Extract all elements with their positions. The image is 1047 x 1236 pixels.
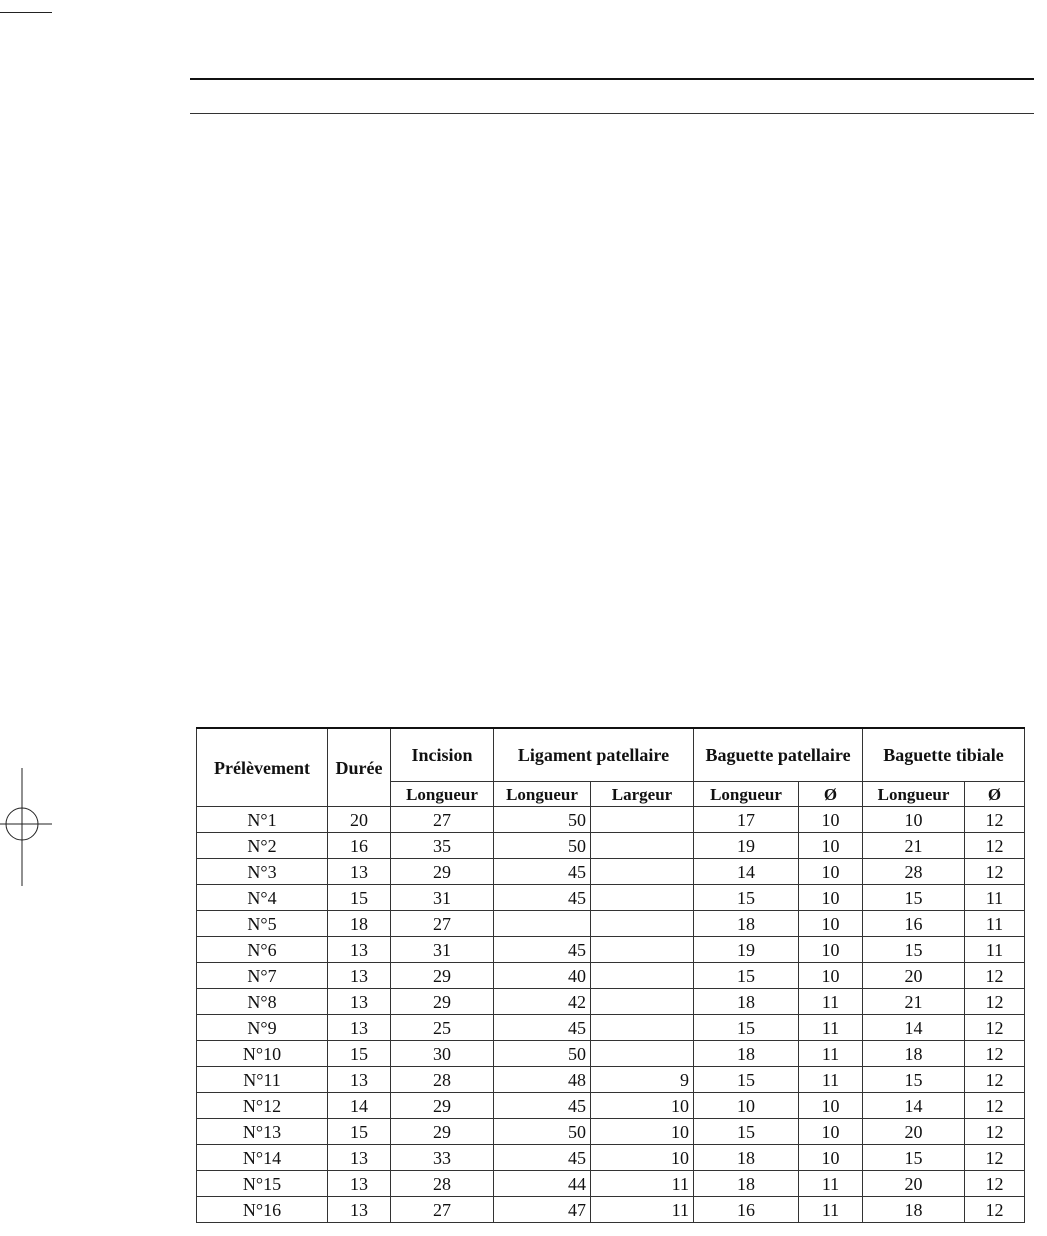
cell-incision-longueur: 29 (391, 963, 494, 989)
table-body (197, 807, 1025, 1223)
cell-bt-longueur: 15 (863, 937, 965, 963)
table-row (197, 885, 1025, 911)
cell-ligament-longueur: 44 (494, 1171, 591, 1197)
table-row (197, 1067, 1025, 1093)
header-duree: Durée (328, 728, 391, 807)
cell-prelevement: N°4 (197, 885, 328, 911)
cell-bp-diametre: 10 (799, 807, 863, 833)
cell-bp-diametre: 10 (799, 1093, 863, 1119)
cell-ligament-largeur (591, 1041, 694, 1067)
cell-bt-longueur: 21 (863, 833, 965, 859)
cell-incision-longueur: 28 (391, 1171, 494, 1197)
cell-bt-diametre: 12 (965, 807, 1025, 833)
header-baguette-patellaire: Baguette patellaire (694, 728, 863, 782)
cell-duree: 13 (328, 1015, 391, 1041)
cell-ligament-largeur (591, 1015, 694, 1041)
cell-bp-diametre: 10 (799, 885, 863, 911)
cell-bt-diametre: 12 (965, 963, 1025, 989)
cell-prelevement: N°15 (197, 1171, 328, 1197)
cell-duree: 13 (328, 859, 391, 885)
cell-ligament-largeur (591, 833, 694, 859)
cell-bp-longueur: 16 (694, 1197, 799, 1223)
cell-ligament-longueur: 45 (494, 1015, 591, 1041)
cell-bp-diametre: 11 (799, 1197, 863, 1223)
cell-ligament-largeur (591, 911, 694, 937)
cell-incision-longueur: 33 (391, 1145, 494, 1171)
header-prelevement: Prélèvement (197, 728, 328, 807)
cell-bp-longueur: 15 (694, 1015, 799, 1041)
cell-bp-diametre: 10 (799, 963, 863, 989)
cell-bp-longueur: 15 (694, 963, 799, 989)
cell-prelevement: N°9 (197, 1015, 328, 1041)
cell-incision-longueur: 29 (391, 859, 494, 885)
cell-bp-longueur: 18 (694, 989, 799, 1015)
header-ligament-patellaire: Ligament patellaire (494, 728, 694, 782)
cell-ligament-longueur (494, 911, 591, 937)
cell-duree: 15 (328, 885, 391, 911)
header-incision: Incision (391, 728, 494, 782)
registration-mark (0, 768, 52, 886)
table-row (197, 1145, 1025, 1171)
cell-duree: 13 (328, 1171, 391, 1197)
cell-ligament-longueur: 45 (494, 885, 591, 911)
cell-bt-longueur: 20 (863, 1171, 965, 1197)
cell-duree: 18 (328, 911, 391, 937)
cell-ligament-longueur: 50 (494, 833, 591, 859)
cell-ligament-longueur: 40 (494, 963, 591, 989)
cell-ligament-longueur: 45 (494, 1145, 591, 1171)
cell-ligament-largeur: 11 (591, 1197, 694, 1223)
cell-bt-longueur: 21 (863, 989, 965, 1015)
table-row (197, 989, 1025, 1015)
cell-bt-longueur: 15 (863, 1145, 965, 1171)
cell-incision-longueur: 35 (391, 833, 494, 859)
cell-bt-diametre: 11 (965, 937, 1025, 963)
cell-bt-diametre: 12 (965, 1145, 1025, 1171)
cell-prelevement: N°12 (197, 1093, 328, 1119)
header-baguette-tibiale: Baguette tibiale (863, 728, 1025, 782)
cell-ligament-longueur: 50 (494, 807, 591, 833)
cell-incision-longueur: 29 (391, 1119, 494, 1145)
cell-bp-diametre: 10 (799, 937, 863, 963)
table-row (197, 963, 1025, 989)
cell-bt-longueur: 15 (863, 885, 965, 911)
cell-ligament-longueur: 47 (494, 1197, 591, 1223)
cell-duree: 13 (328, 963, 391, 989)
measurements-table (196, 727, 1025, 1223)
cell-duree: 13 (328, 937, 391, 963)
cell-bt-longueur: 14 (863, 1093, 965, 1119)
cell-incision-longueur: 31 (391, 885, 494, 911)
table-row (197, 833, 1025, 859)
cell-bt-diametre: 12 (965, 1067, 1025, 1093)
cell-incision-longueur: 27 (391, 1197, 494, 1223)
cell-bp-diametre: 11 (799, 1067, 863, 1093)
cell-ligament-largeur: 9 (591, 1067, 694, 1093)
cell-prelevement: N°6 (197, 937, 328, 963)
cell-bp-diametre: 11 (799, 989, 863, 1015)
cell-ligament-longueur: 42 (494, 989, 591, 1015)
cell-bp-longueur: 14 (694, 859, 799, 885)
cell-prelevement: N°8 (197, 989, 328, 1015)
cell-ligament-largeur (591, 885, 694, 911)
cell-duree: 15 (328, 1041, 391, 1067)
cell-bt-diametre: 12 (965, 833, 1025, 859)
cell-bp-longueur: 19 (694, 833, 799, 859)
cell-bt-longueur: 10 (863, 807, 965, 833)
cell-bp-diametre: 10 (799, 1145, 863, 1171)
cell-ligament-largeur (591, 859, 694, 885)
cell-bp-longueur: 18 (694, 1145, 799, 1171)
cell-bp-longueur: 18 (694, 911, 799, 937)
cell-ligament-largeur (591, 963, 694, 989)
table-row (197, 1015, 1025, 1041)
cell-bt-longueur: 18 (863, 1041, 965, 1067)
cell-bp-diametre: 10 (799, 859, 863, 885)
header-rule-thin (190, 113, 1034, 114)
cell-ligament-longueur: 45 (494, 1093, 591, 1119)
cell-prelevement: N°7 (197, 963, 328, 989)
cell-bp-diametre: 11 (799, 1015, 863, 1041)
cell-duree: 13 (328, 1067, 391, 1093)
cell-prelevement: N°14 (197, 1145, 328, 1171)
cell-bp-diametre: 11 (799, 1171, 863, 1197)
cell-duree: 15 (328, 1119, 391, 1145)
cell-bp-diametre: 10 (799, 1119, 863, 1145)
cell-duree: 14 (328, 1093, 391, 1119)
cell-ligament-largeur: 11 (591, 1171, 694, 1197)
table-row (197, 911, 1025, 937)
cell-duree: 13 (328, 1145, 391, 1171)
subheader-bt-longueur: Longueur (863, 782, 965, 807)
cell-bt-longueur: 20 (863, 1119, 965, 1145)
cell-bp-longueur: 10 (694, 1093, 799, 1119)
cell-ligament-largeur (591, 989, 694, 1015)
cell-bt-longueur: 28 (863, 859, 965, 885)
cell-prelevement: N°5 (197, 911, 328, 937)
cell-bp-longueur: 15 (694, 1119, 799, 1145)
cell-ligament-longueur: 50 (494, 1041, 591, 1067)
table-row (197, 1171, 1025, 1197)
subheader-bt-diametre: Ø (965, 782, 1025, 807)
cell-duree: 16 (328, 833, 391, 859)
table-row (197, 1197, 1025, 1223)
cell-incision-longueur: 29 (391, 989, 494, 1015)
table-row (197, 937, 1025, 963)
cell-bp-diametre: 11 (799, 1041, 863, 1067)
subheader-incision-longueur: Longueur (391, 782, 494, 807)
table-row (197, 1041, 1025, 1067)
cell-ligament-largeur: 10 (591, 1119, 694, 1145)
cell-incision-longueur: 28 (391, 1067, 494, 1093)
cell-bp-longueur: 15 (694, 1067, 799, 1093)
cell-bt-longueur: 15 (863, 1067, 965, 1093)
cell-bt-longueur: 18 (863, 1197, 965, 1223)
cell-bp-longueur: 15 (694, 885, 799, 911)
cell-incision-longueur: 30 (391, 1041, 494, 1067)
cell-incision-longueur: 27 (391, 807, 494, 833)
cell-duree: 13 (328, 1197, 391, 1223)
table-row (197, 1119, 1025, 1145)
cell-bt-longueur: 16 (863, 911, 965, 937)
measurements-table-wrap (196, 727, 1026, 1236)
cell-prelevement: N°11 (197, 1067, 328, 1093)
cell-bt-diametre: 11 (965, 885, 1025, 911)
cell-bt-longueur: 14 (863, 1015, 965, 1041)
subheader-ligament-longueur: Longueur (494, 782, 591, 807)
subheader-bp-longueur: Longueur (694, 782, 799, 807)
crop-mark-top (0, 12, 52, 13)
cell-ligament-longueur: 48 (494, 1067, 591, 1093)
subheader-bp-diametre: Ø (799, 782, 863, 807)
cell-prelevement: N°10 (197, 1041, 328, 1067)
cell-incision-longueur: 25 (391, 1015, 494, 1041)
cell-bt-longueur: 20 (863, 963, 965, 989)
cell-bt-diametre: 12 (965, 1119, 1025, 1145)
cell-duree: 20 (328, 807, 391, 833)
cell-bt-diametre: 12 (965, 859, 1025, 885)
cell-ligament-longueur: 45 (494, 859, 591, 885)
cell-bt-diametre: 12 (965, 1093, 1025, 1119)
cell-prelevement: N°1 (197, 807, 328, 833)
cell-ligament-largeur: 10 (591, 1093, 694, 1119)
cell-ligament-longueur: 45 (494, 937, 591, 963)
cell-bp-longueur: 18 (694, 1041, 799, 1067)
cell-bt-diametre: 12 (965, 1041, 1025, 1067)
table-row (197, 1093, 1025, 1119)
cell-bt-diametre: 12 (965, 1171, 1025, 1197)
cell-bp-diametre: 10 (799, 911, 863, 937)
header-rule-thick (190, 78, 1034, 80)
cell-incision-longueur: 31 (391, 937, 494, 963)
cell-bp-longueur: 17 (694, 807, 799, 833)
cell-bt-diametre: 12 (965, 1015, 1025, 1041)
cell-prelevement: N°13 (197, 1119, 328, 1145)
cell-bp-longueur: 18 (694, 1171, 799, 1197)
cell-ligament-largeur (591, 807, 694, 833)
subheader-ligament-largeur: Largeur (591, 782, 694, 807)
cell-bp-diametre: 10 (799, 833, 863, 859)
cell-incision-longueur: 27 (391, 911, 494, 937)
table-row (197, 807, 1025, 833)
cell-ligament-largeur: 10 (591, 1145, 694, 1171)
cell-prelevement: N°3 (197, 859, 328, 885)
cell-bt-diametre: 11 (965, 911, 1025, 937)
cell-bp-longueur: 19 (694, 937, 799, 963)
cell-ligament-largeur (591, 937, 694, 963)
cell-prelevement: N°2 (197, 833, 328, 859)
table-row (197, 859, 1025, 885)
cell-bt-diametre: 12 (965, 989, 1025, 1015)
cell-incision-longueur: 29 (391, 1093, 494, 1119)
cell-bt-diametre: 12 (965, 1197, 1025, 1223)
cell-prelevement: N°16 (197, 1197, 328, 1223)
cell-ligament-longueur: 50 (494, 1119, 591, 1145)
cell-duree: 13 (328, 989, 391, 1015)
